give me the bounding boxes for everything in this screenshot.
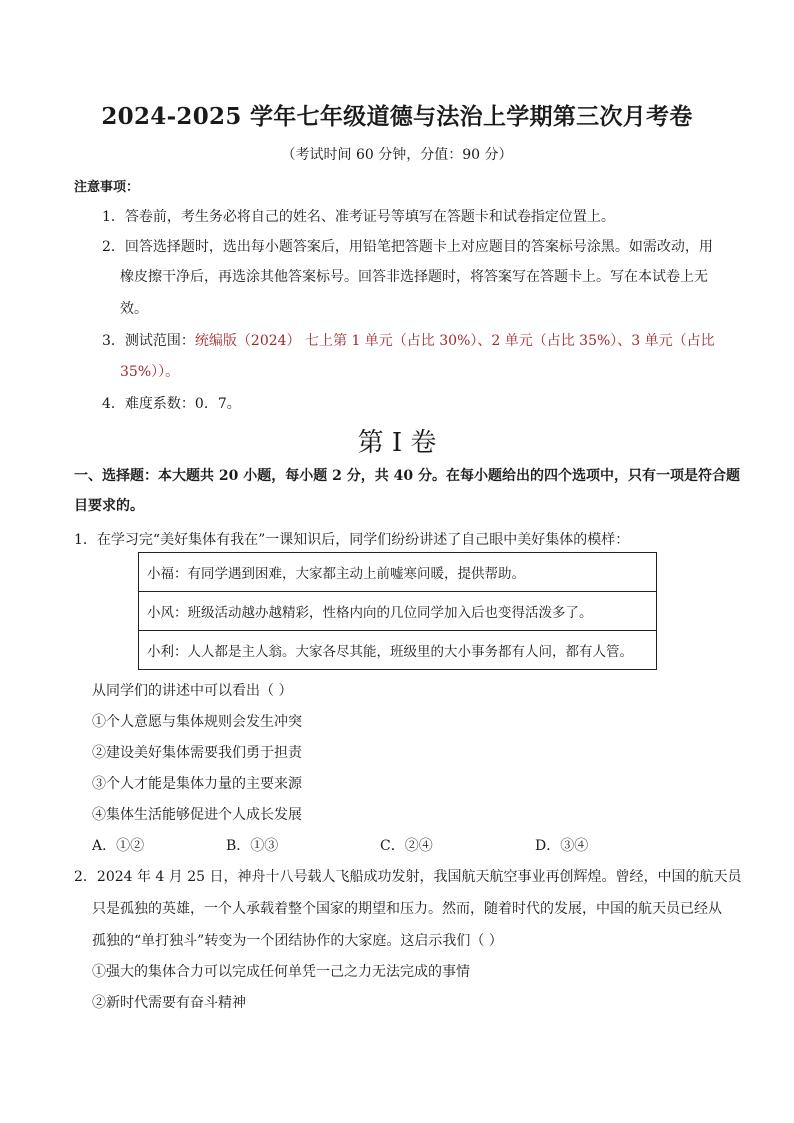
notice-item-2-line-3: 效。	[120, 301, 148, 317]
table-cell: 小风：班级活动越办越精彩，性格内向的几位同学加入后也变得活泼多了。	[139, 592, 657, 631]
question-1-table	[138, 552, 657, 670]
section-intro-line-2: 目要求的。	[74, 498, 144, 514]
question-2-statement-2: ②新时代需要有奋斗精神	[92, 995, 246, 1011]
table-cell: 小利：人人都是主人翁。大家各尽其能，班级里的大小事务都有人问，都有人管。	[139, 631, 657, 670]
notice-item-3-prefix: 3．测试范围：	[102, 333, 195, 349]
question-1-option-b: B．①③	[226, 838, 279, 854]
notice-item-2-line-2: 橡皮擦干净后，再选涂其他答案标号。回答非选择题时，将答案写在答题卡上。写在本试卷上无	[120, 269, 708, 285]
question-1-statement-2: ②建设美好集体需要我们勇于担责	[92, 745, 302, 761]
notice-heading: 注意事项：	[74, 180, 140, 195]
test-scope-end: 。	[165, 364, 180, 380]
exam-info: （考试时间 60 分钟，分值：90 分）	[281, 147, 513, 163]
question-2-line-1: 2．2024 年 4 月 25 日，神舟十八号载人飞船成功发射，我国航天航空事业再创辉煌。曾经，中国的航天员	[74, 869, 742, 885]
question-1-prompt: 从同学们的讲述中可以看出（ ）	[92, 683, 293, 699]
table-row	[139, 592, 657, 631]
page-title: 2024-2025 学年七年级道德与法治上学期第三次月考卷	[101, 103, 693, 130]
table-row	[139, 631, 657, 670]
notice-item-1: 1．答卷前，考生务必将自己的姓名、准考证号等填写在答题卡和试卷指定位置上。	[102, 209, 615, 225]
notice-item-3-line-2	[120, 361, 179, 381]
section-intro-line-1: 一、选择题：本大题共 20 小题，每小题 2 分，共 40 分。在每小题给出的四个选项中，只有一项是符合题	[74, 468, 740, 484]
notice-item-2-line-1: 2．回答选择题时，选出每小题答案后，用铅笔把答题卡上对应题目的答案标号涂黑。如需改动，用	[102, 239, 713, 255]
test-scope-continued: 35%））	[120, 364, 166, 380]
question-1-statement-4: ④集体生活能够促进个人成长发展	[92, 807, 302, 823]
notice-item-4: 4．难度系数：0．7。	[102, 396, 241, 412]
question-1-statement-1: ①个人意愿与集体规则会发生冲突	[92, 714, 302, 730]
question-2-line-3: 孤独的“单打独斗”转变为一个团结协作的大家庭。这启示我们（ ）	[92, 933, 503, 949]
notice-item-3-line-1	[102, 330, 715, 350]
question-1-option-d: D．③④	[535, 838, 589, 854]
table-cell: 小福：有同学遇到困难，大家都主动上前嘘寒问暖，提供帮助。	[139, 553, 657, 592]
question-1-option-c: C．②④	[380, 838, 433, 854]
question-1-stem: 1．在学习完“美好集体有我在”一课知识后，同学们纷纷讲述了自己眼中美好集体的模样：	[74, 532, 630, 548]
question-2-statement-1: ①强大的集体合力可以完成任何单凭一己之力无法完成的事情	[92, 964, 470, 980]
test-scope: 统编版（2024） 七上第 1 单元（占比 30%）、2 单元（占比 35%）、3 单元（占比	[194, 333, 715, 349]
question-1-statement-3: ③个人才能是集体力量的主要来源	[92, 776, 302, 792]
question-1-option-a: A．①②	[92, 838, 145, 854]
section-title: 第 I 卷	[357, 428, 437, 458]
question-2-line-2: 只是孤独的英雄，一个人承载着整个国家的期望和压力。然而，随着时代的发展，中国的航天员已经从	[92, 901, 722, 917]
table-row	[139, 553, 657, 592]
